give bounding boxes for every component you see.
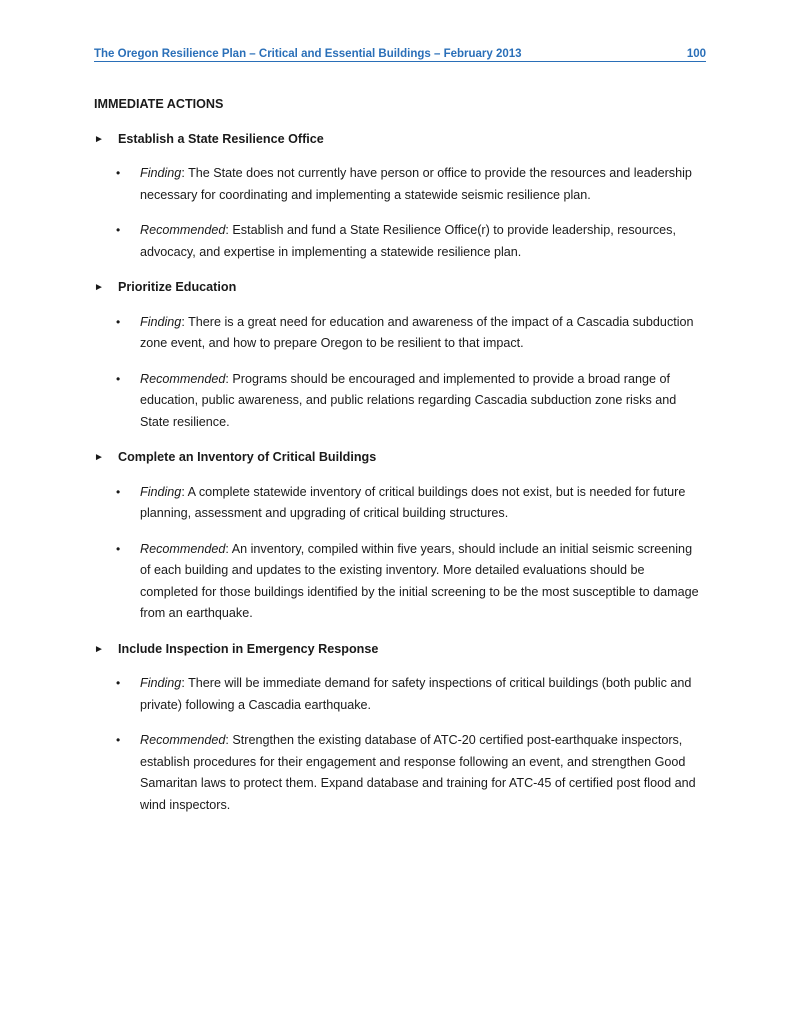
recommended-label: Recommended xyxy=(140,223,226,237)
finding-item xyxy=(116,673,706,716)
arrow-bullet-icon: ► xyxy=(94,282,104,293)
action-heading xyxy=(94,129,706,151)
arrow-bullet-icon: ► xyxy=(94,643,104,655)
recommended-item xyxy=(116,220,706,263)
finding-label: Finding xyxy=(140,484,182,499)
action-title: Establish a State Resilience Office xyxy=(118,131,324,146)
recommended-text: : An inventory, compiled within five years, should include an initial seismic screening of each building and updates to the existing inventory. More detailed evaluations should be completed for those buildings identified by the initial screening to be the most susceptible to damage from an earthquake. xyxy=(140,541,699,620)
recommended-item xyxy=(116,730,706,816)
finding-item xyxy=(116,163,706,206)
bullet-icon: • xyxy=(116,484,121,499)
bullet-icon: • xyxy=(116,733,121,747)
action-title: Include Inspection in Emergency Response xyxy=(118,641,379,656)
header-title: The Oregon Resilience Plan – Critical and Essential Buildings – February 2013 xyxy=(94,48,522,60)
action-title: Prioritize Education xyxy=(118,280,237,294)
recommended-text: : Strengthen the existing database of ATC-20 certified post-earthquake inspectors, establish procedures for their engagement and response following an event, and strengthen Good Samaritan laws to protect them. Expand database and training for ATC-45 of certified post flood and wind inspectors. xyxy=(140,733,696,812)
finding-label: Finding xyxy=(140,676,182,690)
finding-text: : The State does not currently have person or office to provide the resources and leadership necessary for coordinating and implementing a statewide seismic resilience plan. xyxy=(140,166,692,202)
arrow-bullet-icon: ► xyxy=(94,133,104,145)
recommended-label: Recommended xyxy=(140,371,226,386)
bullet-icon: • xyxy=(116,541,121,556)
bullet-icon: • xyxy=(116,314,121,329)
recommended-item xyxy=(116,539,706,625)
action-heading xyxy=(94,447,706,469)
page-header xyxy=(94,48,706,62)
finding-item xyxy=(116,482,706,525)
action-title: Complete an Inventory of Critical Buildings xyxy=(118,450,377,464)
recommended-label: Recommended xyxy=(140,733,226,747)
finding-text: : A complete statewide inventory of critical buildings does not exist, but is needed for future planning, assessment and upgrading of critical building structures. xyxy=(140,484,686,520)
bullet-icon: • xyxy=(116,371,121,386)
document-body xyxy=(94,94,706,830)
bullet-icon: • xyxy=(116,223,121,237)
recommended-text: : Establish and fund a State Resilience Office(r) to provide leadership, resources, advocacy, and expertise in implementing a statewide resilience plan. xyxy=(140,223,676,259)
finding-text: : There is a great need for education and awareness of the impact of a Cascadia subduction zone event, and how to prepare Oregon to be resilient to that impact. xyxy=(140,314,694,350)
action-heading xyxy=(94,639,706,661)
action-heading xyxy=(94,277,706,299)
recommended-label: Recommended xyxy=(140,541,226,556)
recommended-text: : Programs should be encouraged and implemented to provide a broad range of education, public awareness, and public relations regarding Cascadia subduction zone risks and State resilience. xyxy=(140,371,677,429)
recommended-item xyxy=(116,369,706,434)
section-title: IMMEDIATE ACTIONS xyxy=(94,97,224,111)
finding-label: Finding xyxy=(140,166,182,180)
finding-item xyxy=(116,312,706,355)
finding-label: Finding xyxy=(140,314,182,329)
bullet-icon: • xyxy=(116,676,121,690)
arrow-bullet-icon: ► xyxy=(94,452,104,463)
bullet-icon: • xyxy=(116,166,121,180)
page-number: 100 xyxy=(686,48,706,60)
finding-text: : There will be immediate demand for safety inspections of critical buildings (both public and private) following a Cascadia earthquake. xyxy=(140,676,692,712)
